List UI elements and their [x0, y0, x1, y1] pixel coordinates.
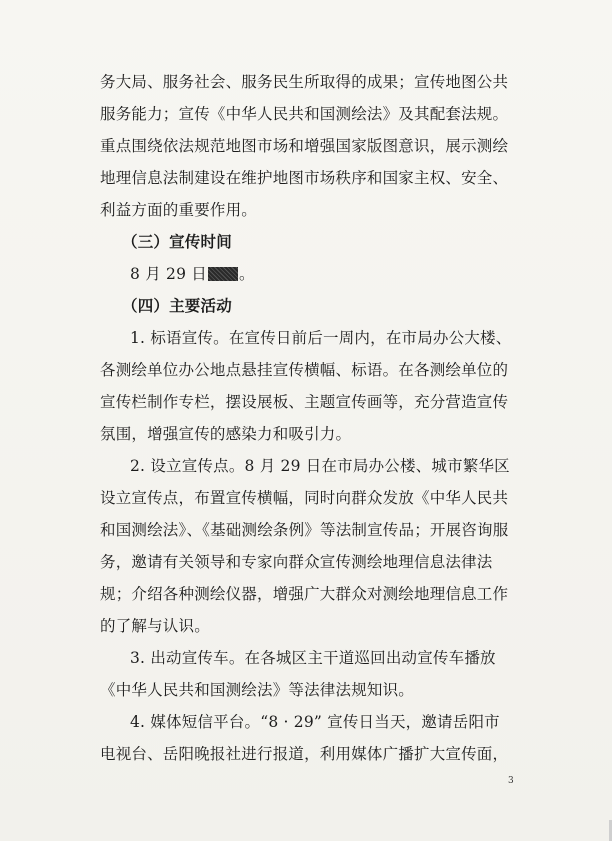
activity-2-line: 务，邀请有关领导和专家向群众宣传测绘地理信息法律法 — [100, 553, 493, 571]
activity-3-line: 3. 出动宣传车。在各城区主干道巡回出动宣传车播放 — [130, 649, 496, 667]
paragraph-line: 服务能力；宣传《中华人民共和国测绘法》及其配套法规。 — [100, 105, 509, 123]
activity-4-line: 电视台、岳阳晚报社进行报道，利用媒体广播扩大宣传面， — [100, 745, 509, 763]
activity-1-line: 宣传栏制作专栏，摆设展板、主题宣传画等，充分营造宣传 — [100, 393, 509, 411]
section-heading-3: （三）宣传时间 — [122, 232, 232, 251]
activity-4-line: 4. 媒体短信平台。“8 · 29” 宣传日当天，邀请岳阳市 — [130, 713, 500, 731]
paragraph-line: 地理信息法制建设在维护地图市场秩序和国家主权、安全、 — [100, 169, 509, 187]
activity-1-line: 各测绘单位办公地点悬挂宣传横幅、标语。在各测绘单位的 — [100, 361, 509, 379]
activity-2-line: 2. 设立宣传点。8 月 29 日在市局办公楼、城市繁华区 — [130, 457, 510, 475]
activity-2-line: 规；介绍各种测绘仪器，增强广大群众对测绘地理信息工作 — [100, 585, 509, 603]
date-line — [100, 258, 524, 290]
activity-2-line: 的了解与认识。 — [100, 617, 210, 635]
activity-2-line: 设立宣传点，布置宣传横幅，同时向群众发放《中华人民共 — [100, 489, 509, 507]
paragraph-line: 务大局、服务社会、服务民生所取得的成果；宣传地图公共 — [100, 73, 509, 91]
section-heading-4: （四）主要活动 — [122, 296, 232, 315]
paragraph-line: 利益方面的重要作用。 — [100, 201, 258, 219]
activity-2-line: 和国测绘法》、《基础测绘条例》等法制宣传品；开展咨询服 — [100, 521, 509, 539]
document-body — [100, 66, 524, 770]
date-text: 8 月 29 日 — [130, 265, 207, 283]
activity-3-line: 《中华人民共和国测绘法》等法律法规知识。 — [100, 681, 415, 699]
activity-1-line: 1. 标语宣传。在宣传日前后一周内，在市局办公大楼、 — [130, 329, 512, 347]
redaction-mark — [208, 267, 238, 281]
page-number: 3 — [508, 776, 514, 786]
date-suffix: 。 — [238, 265, 255, 283]
paragraph-line: 重点围绕依法规范地图市场和增强国家版图意识，展示测绘 — [100, 137, 509, 155]
activity-1-line: 氛围，增强宣传的感染力和吸引力。 — [100, 425, 352, 443]
